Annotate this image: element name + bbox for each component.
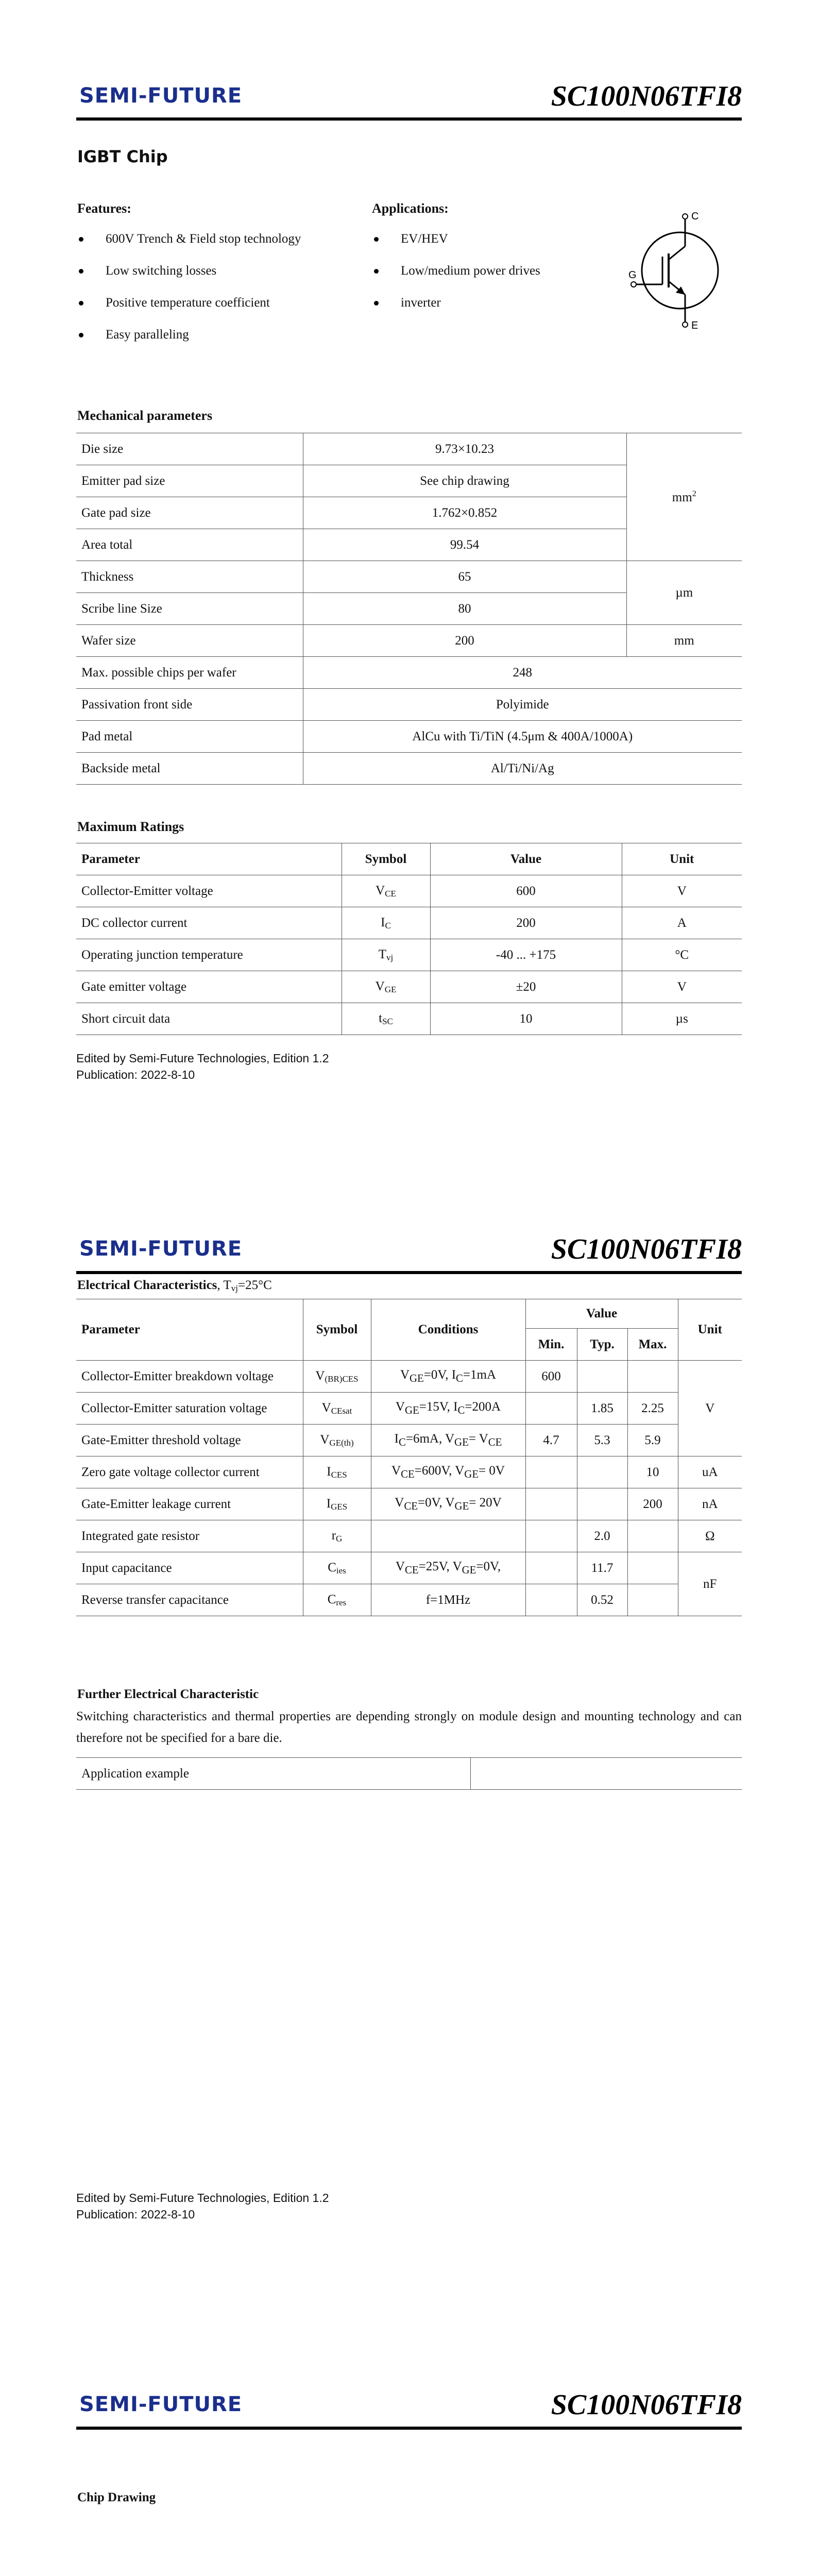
table-row <box>76 1361 742 1393</box>
cell-symbol <box>303 1456 371 1488</box>
cell-label: Passivation front side <box>76 689 303 721</box>
page-header <box>76 1233 742 1269</box>
cell-label: Die size <box>76 433 303 465</box>
cell-conditions <box>371 1520 525 1552</box>
symbol-text: V <box>376 883 385 897</box>
cell-value: 248 <box>303 657 742 689</box>
footer-edition: Edited by Semi-Future Technologies, Edition 1.2 <box>76 1052 329 1065</box>
features-heading: Features: <box>77 201 131 216</box>
cell-symbol <box>303 1488 371 1520</box>
cell-unit: µs <box>622 1003 742 1035</box>
feature-text: Easy paralleling <box>106 328 189 342</box>
electrical-heading: Electrical Characteristics, $T_{vj}=25^\circ C$ <box>77 1278 272 1293</box>
max-ratings-heading: Maximum Ratings <box>77 819 184 834</box>
table-row <box>76 907 742 939</box>
application-item <box>401 296 441 310</box>
table-row <box>76 1003 742 1035</box>
cell-max <box>627 1361 678 1393</box>
cell-typ: 1.85 <box>577 1393 627 1425</box>
header-rule <box>76 1271 742 1274</box>
cell-symbol <box>342 939 430 971</box>
symbol-text: r <box>331 1528 336 1543</box>
cell-value: Al/Ti/Ni/Ag <box>303 753 742 785</box>
collector-label: C <box>691 211 699 222</box>
page-footer <box>76 2190 329 2223</box>
further-heading: Further Electrical Characteristic <box>77 1687 259 1701</box>
header-rule <box>76 117 742 121</box>
col-header-unit: Unit <box>678 1299 742 1361</box>
symbol-sub: CES <box>331 1469 347 1480</box>
cell-unit: nF <box>678 1552 742 1616</box>
table-row <box>76 875 742 907</box>
cell-label: Wafer size <box>76 625 303 657</box>
feature-text: 600V Trench & Field stop technology <box>106 232 301 246</box>
symbol-text: I <box>381 915 385 929</box>
cell-symbol <box>303 1520 371 1552</box>
cell-label: Emitter pad size <box>76 465 303 497</box>
cell-min <box>525 1488 577 1520</box>
symbol-sub: GE <box>384 984 397 994</box>
bullet-icon <box>374 237 379 242</box>
cell-value: 9.73×10.23 <box>303 433 626 465</box>
cell-conditions: $V_{GE}=0V$, $I_C=1mA$ <box>371 1361 525 1393</box>
symbol-sub: ies <box>336 1565 346 1575</box>
cell-param: Short circuit data <box>76 1003 342 1035</box>
cell-value: 99.54 <box>303 529 626 561</box>
cell-value: AlCu with Ti/TiN (4.5μm & 400A/1000A) <box>303 721 742 753</box>
symbol-text: V <box>315 1368 325 1383</box>
symbol-text: C <box>328 1560 336 1574</box>
col-header-value: Value <box>525 1299 678 1329</box>
bullet-icon <box>374 269 379 274</box>
table-row <box>76 1520 742 1552</box>
application-text: EV/HEV <box>401 232 448 246</box>
cell-max <box>627 1584 678 1616</box>
cell-value: Polyimide <box>303 689 742 721</box>
col-header-parameter: Parameter <box>76 1299 303 1361</box>
table-row <box>76 1758 742 1790</box>
cell-label: Thickness <box>76 561 303 593</box>
cell-min: 4.7 <box>525 1425 577 1456</box>
feature-item <box>106 232 301 246</box>
cell-symbol <box>342 971 430 1003</box>
table-row <box>76 1393 742 1425</box>
symbol-text: V <box>320 1432 330 1447</box>
unit-text: mm <box>672 490 692 504</box>
cell-label: Gate pad size <box>76 497 303 529</box>
application-item <box>401 232 448 246</box>
application-item <box>401 264 540 278</box>
col-header-symbol: Symbol <box>303 1299 371 1361</box>
cell-min: 600 <box>525 1361 577 1393</box>
cell-param: Collector-Emitter saturation voltage <box>76 1393 303 1425</box>
cell-param: Gate-Emitter threshold voltage <box>76 1425 303 1456</box>
cell-unit: °C <box>622 939 742 971</box>
cell-label: Area total <box>76 529 303 561</box>
cell-unit: nA <box>678 1488 742 1520</box>
symbol-sub: G <box>336 1533 343 1544</box>
cell-label: Scribe line Size <box>76 593 303 625</box>
cell-unit: µm <box>626 561 742 625</box>
cell-symbol <box>303 1425 371 1456</box>
application-text: inverter <box>401 296 441 310</box>
table-row <box>76 561 742 593</box>
col-header-typ: Typ. <box>577 1329 627 1361</box>
page-1 <box>0 0 818 1157</box>
table-row <box>76 1552 742 1584</box>
cell-typ: 0.52 <box>577 1584 627 1616</box>
table-row <box>76 753 742 785</box>
table-row <box>76 1584 742 1616</box>
cell-unit <box>626 433 742 561</box>
col-header-min: Min. <box>525 1329 577 1361</box>
page-title: IGBT Chip <box>77 147 168 166</box>
cell-typ <box>577 1456 627 1488</box>
header-rule <box>76 2427 742 2430</box>
bullet-icon <box>79 333 83 337</box>
cell-param: Operating junction temperature <box>76 939 342 971</box>
feature-item <box>106 296 270 310</box>
electrical-rows <box>76 1361 742 1616</box>
table-row <box>76 1425 742 1456</box>
unit-sup: 2 <box>692 489 696 498</box>
table-row <box>76 1456 742 1488</box>
cell-value: See chip drawing <box>303 465 626 497</box>
cell-conditions: $V_{GE}=15V$, $I_C=200A$ <box>371 1393 525 1425</box>
cell-param: Reverse transfer capacitance <box>76 1584 303 1616</box>
cell-min <box>525 1456 577 1488</box>
symbol-text: V <box>321 1400 331 1415</box>
gate-label: G <box>628 269 637 281</box>
symbol-sub: GES <box>331 1501 348 1512</box>
cell-min <box>525 1584 577 1616</box>
symbol-text: I <box>326 1496 331 1511</box>
cell-max: 5.9 <box>627 1425 678 1456</box>
cell-typ <box>577 1361 627 1393</box>
cell-max: 10 <box>627 1456 678 1488</box>
cell-symbol <box>303 1361 371 1393</box>
emitter-label: E <box>691 320 698 331</box>
symbol-sub: vj <box>386 952 394 962</box>
page-header <box>76 2388 742 2425</box>
cell-value: ±20 <box>430 971 622 1003</box>
cell-unit: Ω <box>678 1520 742 1552</box>
company-logo: SEMI-FUTURE <box>79 84 243 108</box>
table-header-row <box>76 1299 742 1329</box>
cell-label: Backside metal <box>76 753 303 785</box>
cell-label: Application example <box>76 1758 470 1790</box>
further-text: Switching characteristics and thermal properties are depending strongly on module design and mounting technology and can therefore not be specified for a bare die. <box>76 1709 742 1745</box>
symbol-text: I <box>327 1464 331 1479</box>
cell-unit: A <box>622 907 742 939</box>
cell-unit: V <box>678 1361 742 1456</box>
symbol-sub: CE <box>385 888 396 899</box>
cell-empty <box>470 1758 742 1790</box>
cond-val: =25°C <box>238 1278 272 1292</box>
symbol-text: V <box>375 979 385 993</box>
mechanical-table <box>76 433 742 785</box>
company-logo: SEMI-FUTURE <box>79 2393 243 2416</box>
cell-value: 200 <box>430 907 622 939</box>
table-row <box>76 971 742 1003</box>
cell-conditions: $V_{CE}=0V$, $V_{GE}= 20V$ <box>371 1488 525 1520</box>
cell-symbol <box>342 907 430 939</box>
cell-symbol <box>303 1552 371 1584</box>
cell-param: Input capacitance <box>76 1552 303 1584</box>
cell-value: 600 <box>430 875 622 907</box>
col-header-symbol: Symbol <box>342 843 430 875</box>
col-header-conditions: Conditions <box>371 1299 525 1361</box>
cell-value: 10 <box>430 1003 622 1035</box>
max-ratings-table <box>76 843 742 1035</box>
cell-min <box>525 1552 577 1584</box>
col-header-parameter: Parameter <box>76 843 342 875</box>
igbt-symbol-icon <box>618 206 731 335</box>
cell-min <box>525 1393 577 1425</box>
cell-conditions: $V_{CE}=600V$, $V_{GE}= 0V$ <box>371 1456 525 1488</box>
electrical-heading-text: Electrical Characteristics <box>77 1278 217 1292</box>
mechanical-heading: Mechanical parameters <box>77 408 213 423</box>
col-header-unit: Unit <box>622 843 742 875</box>
table-row <box>76 689 742 721</box>
cell-unit: mm <box>626 625 742 657</box>
chip-drawing-heading: Chip Drawing <box>77 2490 156 2504</box>
cell-param: Integrated gate resistor <box>76 1520 303 1552</box>
part-number: SC100N06TFI8 <box>551 1233 742 1265</box>
cell-param: Zero gate voltage collector current <box>76 1456 303 1488</box>
footer-publication: Publication: 2022-8-10 <box>76 2208 195 2221</box>
cell-param: Collector-Emitter voltage <box>76 875 342 907</box>
cell-conditions: $I_C=6mA$, $V_{GE}= V_{CE}$ <box>371 1425 525 1456</box>
cond-t: T <box>223 1278 231 1292</box>
col-header-value: Value <box>430 843 622 875</box>
page-2 <box>0 1157 818 2313</box>
cell-max <box>627 1520 678 1552</box>
cell-value: -40 ... +175 <box>430 939 622 971</box>
page-footer <box>76 1050 329 1083</box>
col-header-max: Max. <box>627 1329 678 1361</box>
cell-conditions: $V_{CE}=25V$, $V_{GE}=0V$, <box>371 1552 525 1584</box>
cell-typ <box>577 1488 627 1520</box>
cell-value: 65 <box>303 561 626 593</box>
page-header <box>76 80 742 116</box>
page-3 <box>0 2313 818 2576</box>
cell-symbol <box>342 875 430 907</box>
cell-symbol <box>342 1003 430 1035</box>
symbol-sub: CEsat <box>331 1405 352 1416</box>
symbol-sub: (BR)CES <box>325 1374 359 1384</box>
electrical-table <box>76 1299 742 1616</box>
cell-symbol <box>303 1584 371 1616</box>
cell-param: DC collector current <box>76 907 342 939</box>
cell-max: 200 <box>627 1488 678 1520</box>
symbol-text: t <box>379 1011 383 1025</box>
table-row <box>76 721 742 753</box>
feature-text: Low switching losses <box>106 264 217 278</box>
cell-unit: uA <box>678 1456 742 1488</box>
symbol-sub: C <box>385 920 391 930</box>
feature-item <box>106 264 216 278</box>
bullet-icon <box>79 237 83 242</box>
symbol-text: C <box>327 1592 336 1606</box>
cell-unit: V <box>622 875 742 907</box>
company-logo: SEMI-FUTURE <box>79 1237 243 1261</box>
table-row <box>76 433 742 465</box>
symbol-sub: SC <box>382 1016 393 1026</box>
cond-sub: vj <box>231 1283 238 1293</box>
bullet-icon <box>79 301 83 306</box>
cell-max <box>627 1552 678 1584</box>
feature-item <box>106 328 189 342</box>
cell-param: Gate-Emitter leakage current <box>76 1488 303 1520</box>
cell-unit: V <box>622 971 742 1003</box>
cell-param: Collector-Emitter breakdown voltage <box>76 1361 303 1393</box>
application-example-table <box>76 1757 742 1790</box>
cell-typ: 2.0 <box>577 1520 627 1552</box>
cell-value: 80 <box>303 593 626 625</box>
cell-typ: 5.3 <box>577 1425 627 1456</box>
footer-edition: Edited by Semi-Future Technologies, Edition 1.2 <box>76 2191 329 2205</box>
symbol-sub: res <box>336 1597 347 1607</box>
feature-text: Positive temperature coefficient <box>106 296 270 310</box>
table-row <box>76 1488 742 1520</box>
table-row <box>76 939 742 971</box>
cell-symbol <box>303 1393 371 1425</box>
cell-max: 2.25 <box>627 1393 678 1425</box>
cell-param: Gate emitter voltage <box>76 971 342 1003</box>
cell-value: 200 <box>303 625 626 657</box>
cell-label: Max. possible chips per wafer <box>76 657 303 689</box>
applications-heading: Applications: <box>372 201 449 216</box>
cell-label: Pad metal <box>76 721 303 753</box>
symbol-sub: GE(th) <box>329 1437 354 1448</box>
footer-publication: Publication: 2022-8-10 <box>76 1068 195 1081</box>
bullet-icon <box>79 269 83 274</box>
symbol-text: T <box>378 947 387 961</box>
bullet-icon <box>374 301 379 306</box>
cell-min <box>525 1520 577 1552</box>
cell-value: 1.762×0.852 <box>303 497 626 529</box>
table-row <box>76 657 742 689</box>
part-number: SC100N06TFI8 <box>551 2389 742 2421</box>
cell-conditions: f=1MHz <box>371 1584 525 1616</box>
table-row <box>76 625 742 657</box>
cell-typ: 11.7 <box>577 1552 627 1584</box>
application-text: Low/medium power drives <box>401 264 540 278</box>
table-header-row <box>76 843 742 875</box>
part-number: SC100N06TFI8 <box>551 80 742 112</box>
